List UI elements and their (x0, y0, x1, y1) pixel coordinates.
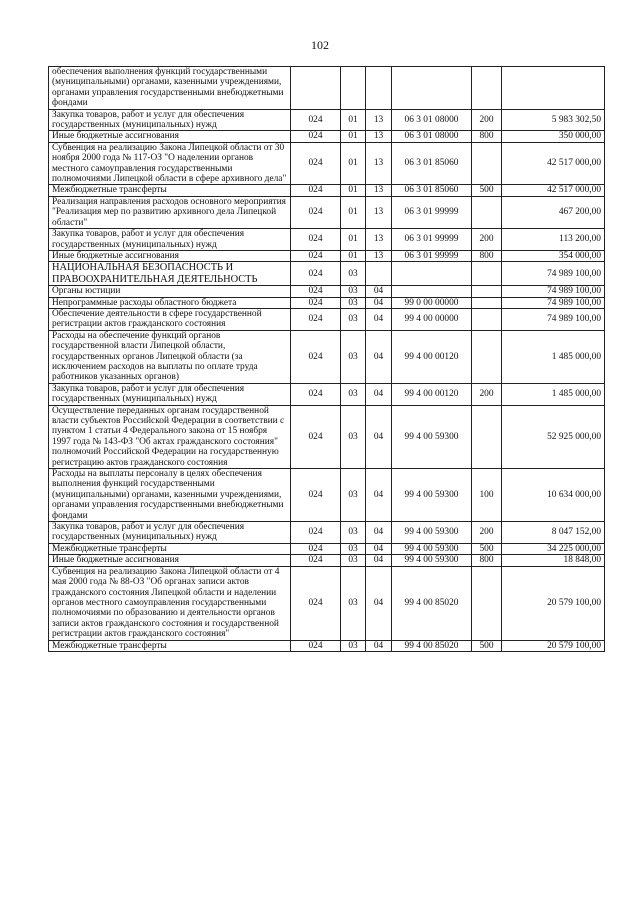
expense-name: Закупка товаров, работ и услуг для обеспечения государственных (муниципальных) нужд (49, 109, 291, 131)
subsection-code: 13 (366, 109, 392, 131)
expense-type-code: 800 (472, 250, 502, 261)
department-code: 024 (291, 297, 341, 308)
expense-name: Осуществление переданных органам государственной власти субъектов Российской Федерации в соответствии с пунктом 1 статьи 4 Федерального закона от 15 ноября 1997 года № 143-ФЗ "Об актах гражданского состояния" полномочий Российской Федерации на государственную регистрацию актов гражданского состояния (49, 405, 291, 468)
target-article-code: 06 3 01 08000 (392, 109, 472, 131)
expense-type-code (472, 262, 502, 286)
expense-name: Реализация направления расходов основного мероприятия "Реализация мер по развитию архивного дела Липецкой области" (49, 196, 291, 228)
target-article-code: 99 0 00 00000 (392, 297, 472, 308)
amount: 1 485 000,00 (502, 330, 605, 383)
amount: 74 989 100,00 (502, 286, 605, 297)
subsection-code: 04 (366, 555, 392, 566)
department-code: 024 (291, 555, 341, 566)
target-article-code: 99 4 00 59300 (392, 405, 472, 468)
table-row (49, 383, 605, 405)
section-code: 03 (341, 405, 366, 468)
expense-type-code (472, 142, 502, 185)
expense-name: Иные бюджетные ассигнования (49, 131, 291, 142)
department-code: 024 (291, 405, 341, 468)
amount: 467 200,00 (502, 196, 605, 228)
subsection-code: 13 (366, 250, 392, 261)
expense-name: Обеспечение деятельности в сфере государственной регистрации актов гражданского состояния (49, 308, 291, 330)
target-article-code: 06 3 01 85060 (392, 185, 472, 196)
table-row (49, 109, 605, 131)
amount: 52 925 000,00 (502, 405, 605, 468)
expense-name: НАЦИОНАЛЬНАЯ БЕЗОПАСНОСТЬ И ПРАВООХРАНИТЕЛЬНАЯ ДЕЯТЕЛЬНОСТЬ (49, 262, 291, 286)
amount: 18 848,00 (502, 555, 605, 566)
table-row (49, 330, 605, 383)
subsection-code (366, 67, 392, 110)
subsection-code: 13 (366, 196, 392, 228)
expense-type-code (472, 330, 502, 383)
target-article-code: 06 3 01 99999 (392, 229, 472, 251)
table-row (49, 297, 605, 308)
subsection-code (366, 262, 392, 286)
amount: 74 989 100,00 (502, 262, 605, 286)
subsection-code: 04 (366, 286, 392, 297)
expense-name: Межбюджетные трансферты (49, 185, 291, 196)
table-row (49, 131, 605, 142)
section-code: 01 (341, 229, 366, 251)
subsection-code: 04 (366, 383, 392, 405)
subsection-code: 04 (366, 640, 392, 651)
expense-name: Закупка товаров, работ и услуг для обеспечения государственных (муниципальных) нужд (49, 383, 291, 405)
target-article-code: 99 4 00 59300 (392, 543, 472, 554)
table-row (49, 142, 605, 185)
amount: 74 989 100,00 (502, 308, 605, 330)
expense-type-code: 500 (472, 640, 502, 651)
target-article-code: 99 4 00 59300 (392, 469, 472, 522)
amount: 20 579 100,00 (502, 566, 605, 640)
target-article-code: 99 4 00 00000 (392, 308, 472, 330)
department-code: 024 (291, 566, 341, 640)
table-row (49, 308, 605, 330)
expense-name: Субвенция на реализацию Закона Липецкой области от 4 мая 2000 года № 88-ОЗ "Об органах записи актов гражданского состояния Липецкой области и наделении органов местного самоуправления государственными полномочиями по образованию и деятельности органов записи актов гражданского состояния и государственной регистрации актов гражданского состояния" (49, 566, 291, 640)
amount: 74 989 100,00 (502, 297, 605, 308)
section-code: 03 (341, 383, 366, 405)
expense-name: Межбюджетные трансферты (49, 640, 291, 651)
table-row (49, 640, 605, 651)
section-code: 03 (341, 330, 366, 383)
subsection-code: 04 (366, 308, 392, 330)
department-code: 024 (291, 286, 341, 297)
expense-type-code (472, 297, 502, 308)
section-code: 01 (341, 250, 366, 261)
subsection-code: 13 (366, 185, 392, 196)
subsection-code: 04 (366, 543, 392, 554)
expense-type-code (472, 286, 502, 297)
budget-table-body (49, 67, 605, 652)
department-code: 024 (291, 131, 341, 142)
expense-type-code (472, 67, 502, 110)
subsection-code: 04 (366, 405, 392, 468)
department-code: 024 (291, 196, 341, 228)
expense-name: Органы юстиции (49, 286, 291, 297)
target-article-code: 99 4 00 85020 (392, 640, 472, 651)
department-code: 024 (291, 250, 341, 261)
target-article-code: 99 4 00 85020 (392, 566, 472, 640)
target-article-code: 06 3 01 85060 (392, 142, 472, 185)
department-code: 024 (291, 109, 341, 131)
target-article-code (392, 67, 472, 110)
expense-type-code (472, 566, 502, 640)
department-code: 024 (291, 308, 341, 330)
expense-type-code (472, 308, 502, 330)
section-code (341, 67, 366, 110)
section-code: 03 (341, 640, 366, 651)
section-code: 01 (341, 131, 366, 142)
table-row (49, 262, 605, 286)
expense-type-code (472, 405, 502, 468)
expense-name: Иные бюджетные ассигнования (49, 250, 291, 261)
subsection-code: 13 (366, 131, 392, 142)
department-code: 024 (291, 330, 341, 383)
target-article-code: 99 4 00 59300 (392, 522, 472, 544)
department-code: 024 (291, 142, 341, 185)
expense-name: Непрограммные расходы областного бюджета (49, 297, 291, 308)
target-article-code: 06 3 01 08000 (392, 131, 472, 142)
amount: 8 047 152,00 (502, 522, 605, 544)
table-row (49, 196, 605, 228)
expense-name: Закупка товаров, работ и услуг для обеспечения государственных (муниципальных) нужд (49, 522, 291, 544)
target-article-code: 99 4 00 59300 (392, 555, 472, 566)
table-row (49, 405, 605, 468)
section-code: 03 (341, 262, 366, 286)
section-code: 03 (341, 555, 366, 566)
subsection-code: 04 (366, 566, 392, 640)
amount: 354 000,00 (502, 250, 605, 261)
table-row (49, 522, 605, 544)
target-article-code (392, 262, 472, 286)
table-row (49, 555, 605, 566)
expense-name: Закупка товаров, работ и услуг для обеспечения государственных (муниципальных) нужд (49, 229, 291, 251)
section-code: 01 (341, 196, 366, 228)
expense-type-code (472, 196, 502, 228)
table-row (49, 566, 605, 640)
expense-name: Субвенция на реализацию Закона Липецкой области от 30 ноября 2000 года № 117-ОЗ "О наделении органов местного самоуправления государственными полномочиями Липецкой области в сфере архивного дела" (49, 142, 291, 185)
expense-type-code: 800 (472, 131, 502, 142)
expense-name: Расходы на выплаты персоналу в целях обеспечения выполнения функций государственными (муниципальными) органами, казенными учреждениями, органами управления государственными внебюджетными фондами (49, 469, 291, 522)
expense-type-code: 200 (472, 229, 502, 251)
section-code: 03 (341, 286, 366, 297)
amount: 42 517 000,00 (502, 142, 605, 185)
amount: 113 200,00 (502, 229, 605, 251)
department-code: 024 (291, 522, 341, 544)
table-row (49, 229, 605, 251)
department-code: 024 (291, 262, 341, 286)
subsection-code: 04 (366, 469, 392, 522)
table-row (49, 286, 605, 297)
section-code: 01 (341, 109, 366, 131)
amount (502, 67, 605, 110)
target-article-code: 06 3 01 99999 (392, 196, 472, 228)
amount: 1 485 000,00 (502, 383, 605, 405)
expense-name: Межбюджетные трансферты (49, 543, 291, 554)
expense-name: Иные бюджетные ассигнования (49, 555, 291, 566)
section-code: 03 (341, 543, 366, 554)
expense-type-code: 800 (472, 555, 502, 566)
section-code: 03 (341, 566, 366, 640)
expense-type-code: 100 (472, 469, 502, 522)
section-code: 03 (341, 522, 366, 544)
amount: 34 225 000,00 (502, 543, 605, 554)
table-row (49, 469, 605, 522)
department-code: 024 (291, 229, 341, 251)
subsection-code: 04 (366, 522, 392, 544)
target-article-code: 06 3 01 99999 (392, 250, 472, 261)
expense-name: Расходы на обеспечение функций органов государственной власти Липецкой области, государственных органов Липецкой области (за исключением расходов на выплаты по оплате труда работников указанных органов) (49, 330, 291, 383)
target-article-code: 99 4 00 00120 (392, 383, 472, 405)
expense-type-code: 500 (472, 185, 502, 196)
section-code: 01 (341, 142, 366, 185)
subsection-code: 13 (366, 142, 392, 185)
budget-table (48, 66, 605, 652)
target-article-code (392, 286, 472, 297)
expense-type-code: 200 (472, 109, 502, 131)
department-code: 024 (291, 543, 341, 554)
amount: 5 983 302,50 (502, 109, 605, 131)
table-row (49, 543, 605, 554)
subsection-code: 13 (366, 229, 392, 251)
table-row (49, 250, 605, 261)
page-number: 102 (311, 38, 329, 52)
amount: 10 634 000,00 (502, 469, 605, 522)
amount: 350 000,00 (502, 131, 605, 142)
section-code: 03 (341, 469, 366, 522)
section-code: 03 (341, 297, 366, 308)
department-code: 024 (291, 383, 341, 405)
expense-type-code: 500 (472, 543, 502, 554)
section-code: 01 (341, 185, 366, 196)
amount: 42 517 000,00 (502, 185, 605, 196)
department-code: 024 (291, 185, 341, 196)
target-article-code: 99 4 00 00120 (392, 330, 472, 383)
expense-type-code: 200 (472, 383, 502, 405)
expense-type-code: 200 (472, 522, 502, 544)
table-row (49, 185, 605, 196)
subsection-code: 04 (366, 297, 392, 308)
department-code (291, 67, 341, 110)
department-code: 024 (291, 469, 341, 522)
table-row (49, 67, 605, 110)
amount: 20 579 100,00 (502, 640, 605, 651)
expense-name: обеспечения выполнения функций государственными (муниципальными) органами, казенными учреждениями, органами управления государственными внебюджетными фондами (49, 67, 291, 110)
department-code: 024 (291, 640, 341, 651)
subsection-code: 04 (366, 330, 392, 383)
section-code: 03 (341, 308, 366, 330)
